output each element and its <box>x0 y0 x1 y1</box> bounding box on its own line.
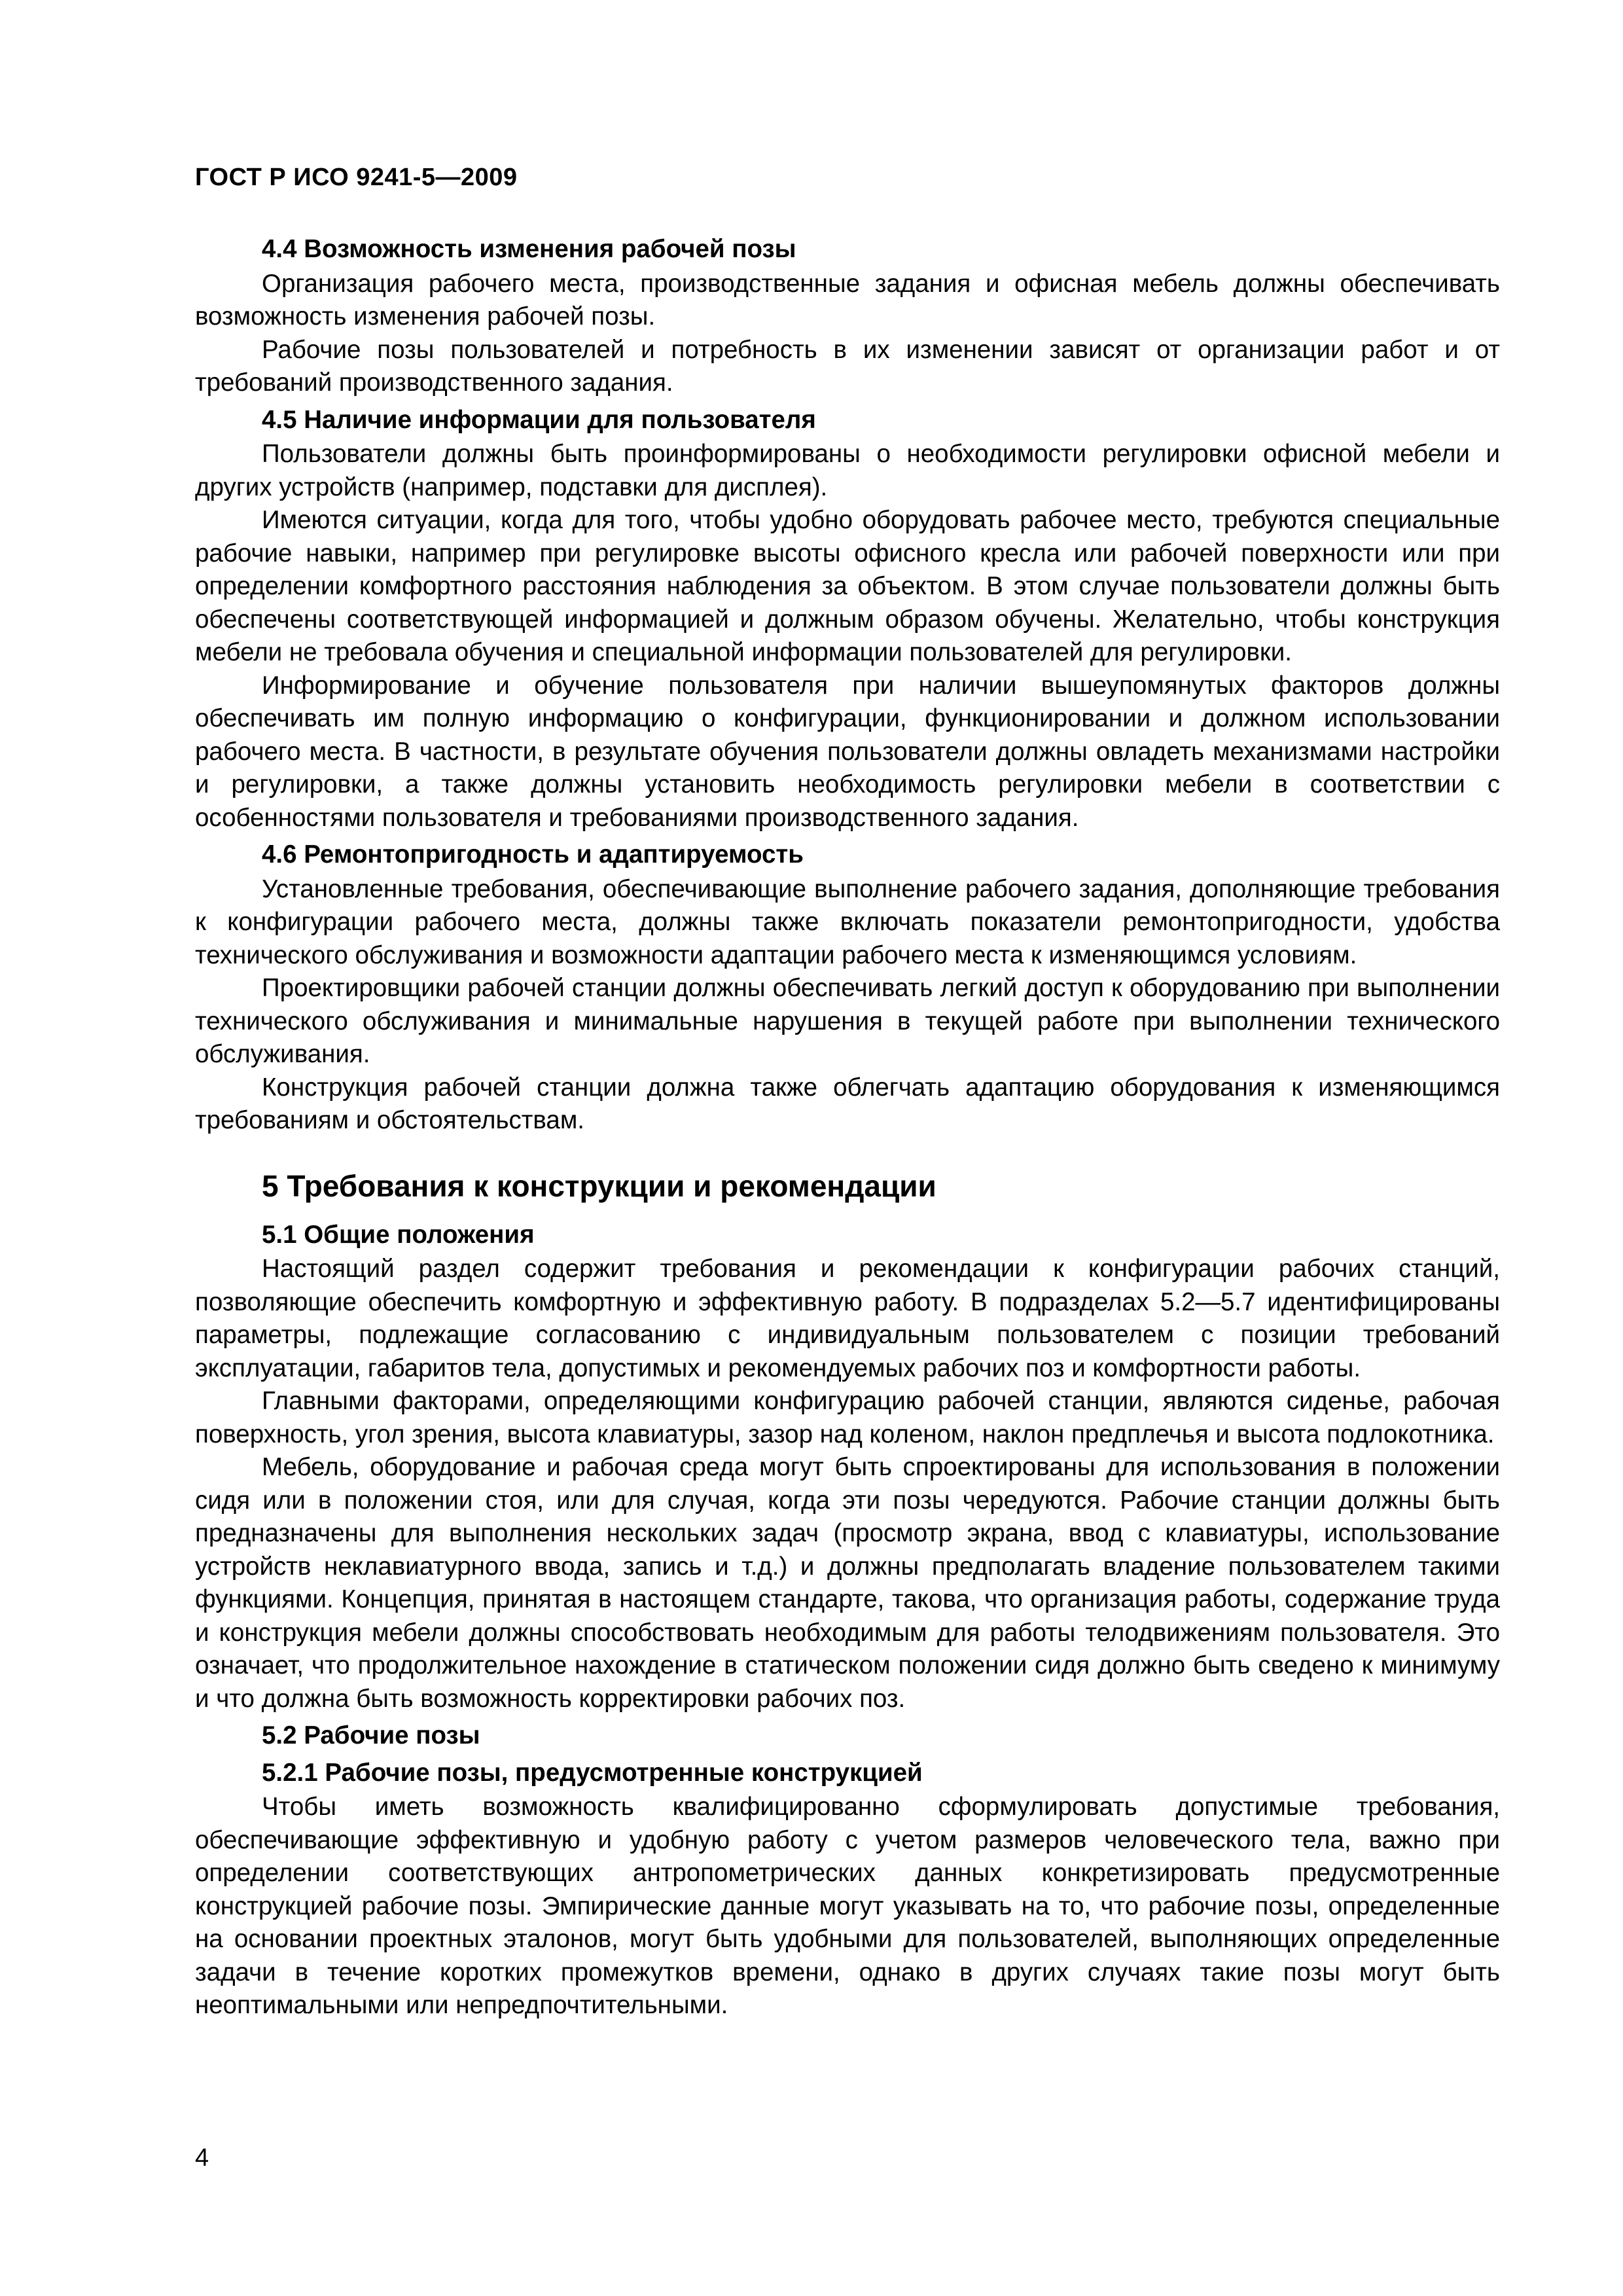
paragraph: Имеются ситуации, когда для того, чтобы удобно оборудовать рабочее место, требуются специальные рабочие навыки, например при регулировке высоты офисного кресла или рабочей поверхности или при определении комфортного расстояния наблюдения за объектом. В этом случае пользователи должны быть обеспечены соответствующей информацией и должным образом обучены. Желательно, чтобы конструкция мебели не требовала обучения и специальной информации пользователей для регулировки. <box>195 506 1500 666</box>
paragraph: Конструкция рабочей станции должна также облегчать адаптацию оборудования к изменяющимся требованиям и обстоятельствам. <box>195 1073 1500 1134</box>
paragraph: Организация рабочего места, производственные задания и офисная мебель должны обеспечивать возможность изменения рабочей позы. <box>195 269 1500 331</box>
paragraph: Пользователи должны быть проинформированы о необходимости регулировки офисной мебели и других устройств (например, подставки для дисплея). <box>195 440 1500 501</box>
paragraph: Мебель, оборудование и рабочая среда могут быть спроектированы для использования в положении сидя или в положении стоя, или для случая, когда эти позы чередуются. Рабочие станции должны быть предназначены для выполнения нескольких задач (просмотр экрана, ввод с клавиатуры, использование устройств неклавиатурного ввода, запись и т.д.) и должны предполагать владение пользователем такими функциями. Концепция, принятая в настоящем стандарте, такова, что организация работы, содержание труда и конструкция мебели должны способствовать необходимым для работы телодвижениям пользователя. Это означает, что продолжительное нахождение в статическом положении сидя должно быть сведено к минимуму и что должна быть возможность корректировки рабочих поз. <box>195 1453 1500 1713</box>
paragraph: Установленные требования, обеспечивающие выполнение рабочего задания, дополняющие требования к конфигурации рабочего места, должны также включать показатели ремонтопригодности, удобства технического обслуживания и возможности адаптации рабочего места к изменяющимся условиям. <box>195 874 1500 969</box>
heading-4-6: 4.6 Ремонтопригодность и адаптируемость <box>262 840 804 869</box>
document-body <box>195 229 1500 2022</box>
heading-5-1: 5.1 Общие положения <box>262 1220 535 1249</box>
paragraph: Главными факторами, определяющими конфигурацию рабочей станции, являются сиденье, рабочая поверхность, угол зрения, высота клавиатуры, зазор над коленом, наклон предплечья и высота подлокотника. <box>195 1387 1500 1448</box>
heading-5-2-1: 5.2.1 Рабочие позы, предусмотренные конструкцией <box>262 1758 923 1787</box>
heading-4-5: 4.5 Наличие информации для пользователя <box>262 405 816 434</box>
paragraph: Информирование и обучение пользователя при наличии вышеупомянутых факторов должны обеспечивать им полную информацию о конфигурации, функционировании и должном использовании рабочего места. В частности, в результате обучения пользователи должны овладеть механизмами настройки и регулировки, а также должны установить необходимость регулировки мебели в соответствии с особенностями пользователя и требованиями производственного задания. <box>195 671 1500 832</box>
heading-5-2: 5.2 Рабочие позы <box>262 1721 480 1749</box>
paragraph: Чтобы иметь возможность квалифицированно сформулировать допустимые требования, обеспечивающие эффективную и удобную работу с учетом размеров человеческого тела, важно при определении соответствующих антропометрических данных конкретизировать предусмотренные конструкцией рабочие позы. Эмпирические данные могут указывать на то, что рабочие позы, определенные на основании проектных эталонов, могут быть удобными для пользователей, выполняющих определенные задачи в течение коротких промежутков времени, однако в других случаях такие позы могут быть неоптимальными или непредпочтительными. <box>195 1793 1500 2019</box>
paragraph: Рабочие позы пользователей и потребность в их изменении зависят от организации работ и от требований производственного задания. <box>195 335 1500 397</box>
heading-4-4: 4.4 Возможность изменения рабочей позы <box>262 235 796 263</box>
section-heading-5: 5 Требования к конструкции и рекомендации <box>262 1168 936 1203</box>
page-number: 4 <box>195 2144 209 2172</box>
paragraph: Настоящий раздел содержит требования и рекомендации к конфигурации рабочих станций, позволяющие обеспечить комфортную и эффективную работу. В подразделах 5.2—5.7 идентифицированы параметры, подлежащие согласованию с индивидуальным пользователем с позиции требований эксплуатации, габаритов тела, допустимых и рекомендуемых рабочих поз и комфортности работы. <box>195 1255 1500 1382</box>
document-code-header: ГОСТ Р ИСО 9241-5—2009 <box>195 164 518 191</box>
paragraph: Проектировщики рабочей станции должны обеспечивать легкий доступ к оборудованию при выполнении технического обслуживания и минимальные нарушения в текущей работе при выполнении технического обслуживания. <box>195 974 1500 1068</box>
